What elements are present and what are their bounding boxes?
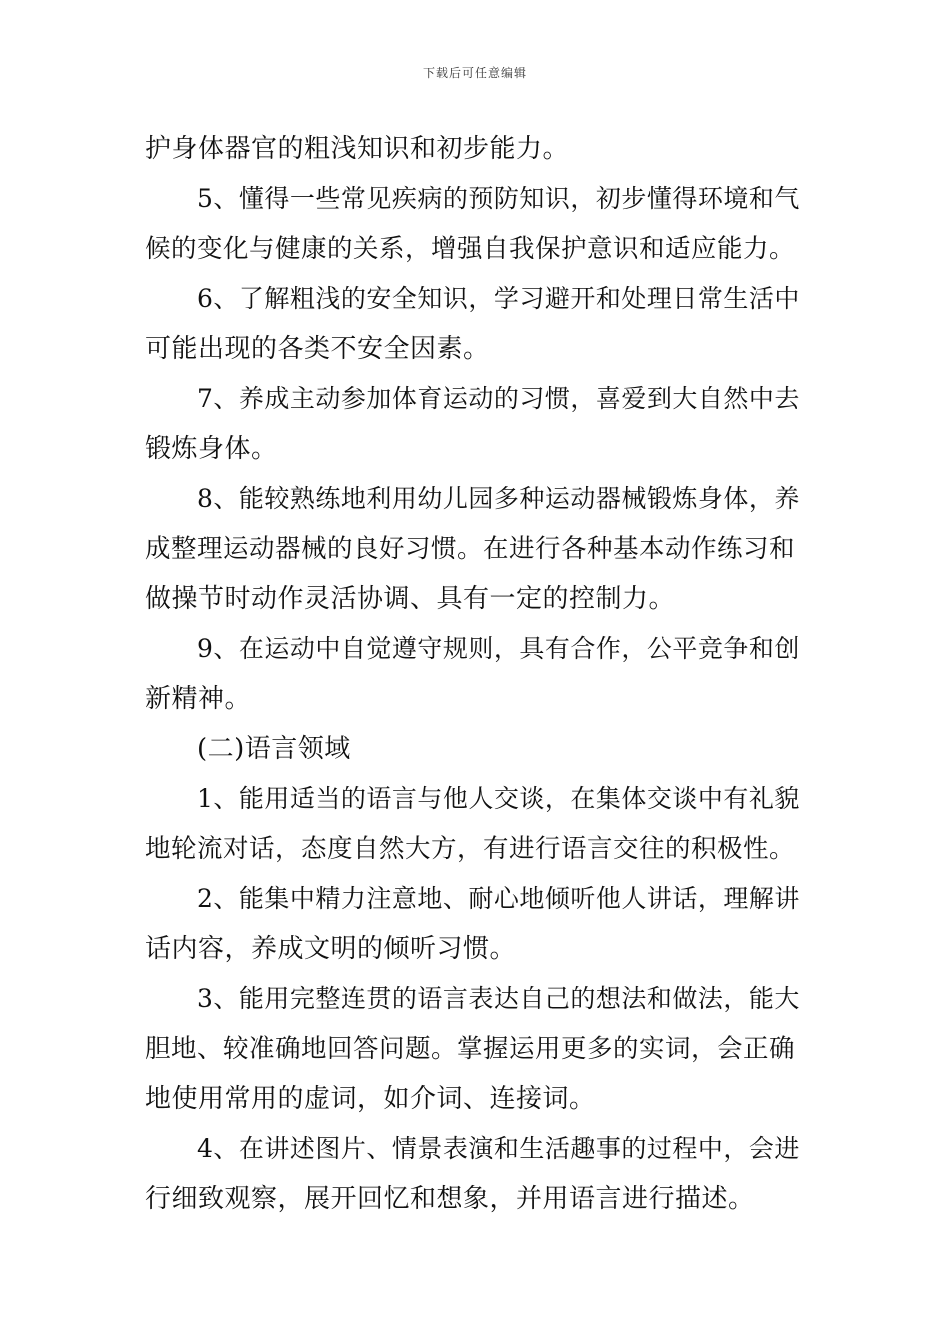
text-line: 成整理运动器械的良好习惯。在进行各种基本动作练习和 — [145, 534, 796, 564]
text-line: 护身体器官的粗浅知识和初步能力。 — [145, 134, 570, 164]
text-line: 3、能用完整连贯的语言表达自己的想法和做法，能大 — [197, 984, 800, 1013]
text-line: (二)语言领域 — [197, 734, 351, 764]
text-line: 地使用常用的虚词，如介词、连接词。 — [145, 1084, 596, 1114]
text-line: 2、能集中精力注意地、耐心地倾听他人讲话，理解讲 — [197, 884, 800, 913]
text-line: 8、能较熟练地利用幼儿园多种运动器械锻炼身体，养 — [197, 484, 800, 513]
text-line: 地轮流对话，态度自然大方，有进行语言交往的积极性。 — [145, 834, 796, 864]
document-body — [145, 124, 807, 1224]
text-line: 锻炼身体。 — [145, 434, 278, 464]
text-line: 做操节时动作灵活协调、具有一定的控制力。 — [145, 584, 676, 614]
header-note: 下载后可任意编辑 — [422, 66, 527, 80]
text-line: 新精神。 — [145, 684, 252, 714]
text-line: 6、了解粗浅的安全知识，学习避开和处理日常生活中 — [197, 284, 800, 313]
text-line: 话内容，养成文明的倾听习惯。 — [145, 934, 517, 964]
text-line: 7、养成主动参加体育运动的习惯，喜爱到大自然中去 — [197, 384, 800, 413]
text-line: 9、在运动中自觉遵守规则，具有合作，公平竞争和创 — [197, 634, 800, 663]
text-line: 胆地、较准确地回答问题。掌握运用更多的实词，会正确 — [145, 1034, 796, 1064]
text-line: 4、在讲述图片、情景表演和生活趣事的过程中，会进 — [197, 1134, 800, 1163]
text-line: 1、能用适当的语言与他人交谈，在集体交谈中有礼貌 — [197, 784, 800, 813]
text-line: 5、懂得一些常见疾病的预防知识，初步懂得环境和气 — [197, 184, 800, 213]
text-line: 行细致观察，展开回忆和想象，并用语言进行描述。 — [145, 1184, 755, 1214]
text-line: 可能出现的各类不安全因素。 — [145, 334, 490, 364]
text-line: 候的变化与健康的关系，增强自我保护意识和适应能力。 — [145, 234, 796, 264]
